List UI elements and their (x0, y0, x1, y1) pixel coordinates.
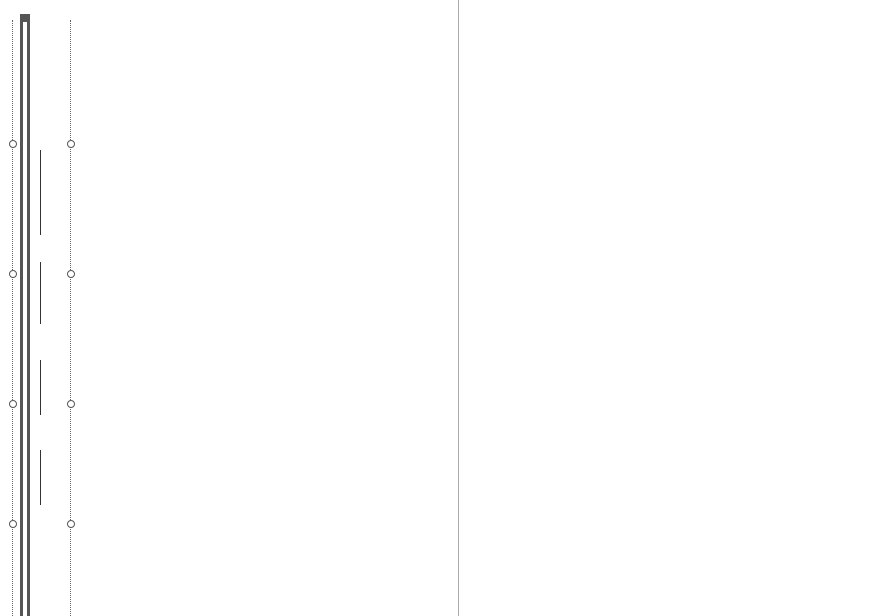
column-divider (458, 0, 459, 616)
binding-margin (0, 0, 86, 616)
